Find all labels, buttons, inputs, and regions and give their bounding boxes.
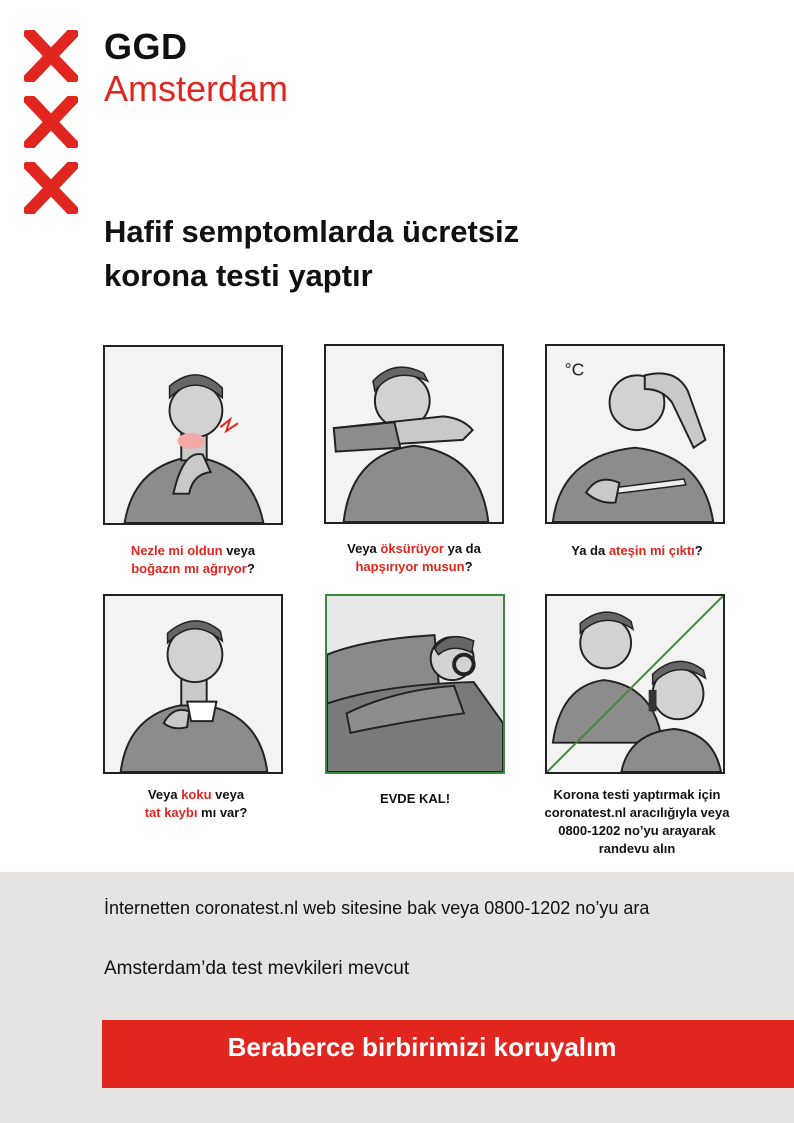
page-title [104,210,664,298]
slogan-text: Beraberce birbirimizi koruyalım [227,1032,617,1062]
caption-2: Veya öksürüyor ya da hapşırıyor musun? [347,541,481,574]
loss-of-smell-illustration [103,594,283,774]
info-line-locations: Amsterdam’da test mevkileri mevcut [104,958,410,979]
info-line-website: İnternetten coronatest.nl web sitesine bak veya 0800-1202 no’yu ara [104,898,650,918]
phone-appointment-illustration [545,594,725,774]
title-line-2: korona testi yaptır [104,258,373,293]
fever-thermometer-illustration [545,344,725,524]
slogan-banner [102,1020,794,1088]
coughing-illustration [324,344,504,524]
caption-5: EVDE KAL! [379,791,451,806]
sore-throat-illustration [103,345,283,525]
andreas-cross-icon [24,30,78,228]
caption-6: Korona testi yaptırmak için coronatest.nl aracılığıyla veya 0800-1202 no’yu arayarak randevu alın [544,787,730,856]
caption-1: Nezle mi oldun veya boğazın mı ağrıyor? [130,543,256,576]
logo-amsterdam: Amsterdam [104,68,289,109]
title-line-1: Hafif semptomlarda ücretsiz [104,214,520,249]
caption-3: Ya da ateşin mi çıktı? [571,543,703,558]
stay-home-illustration [325,594,505,774]
caption-4: Veya koku veya tat kaybı mı var? [144,787,248,820]
thermometer-label: °C [564,359,585,380]
logo-ggd: GGD [104,26,188,67]
